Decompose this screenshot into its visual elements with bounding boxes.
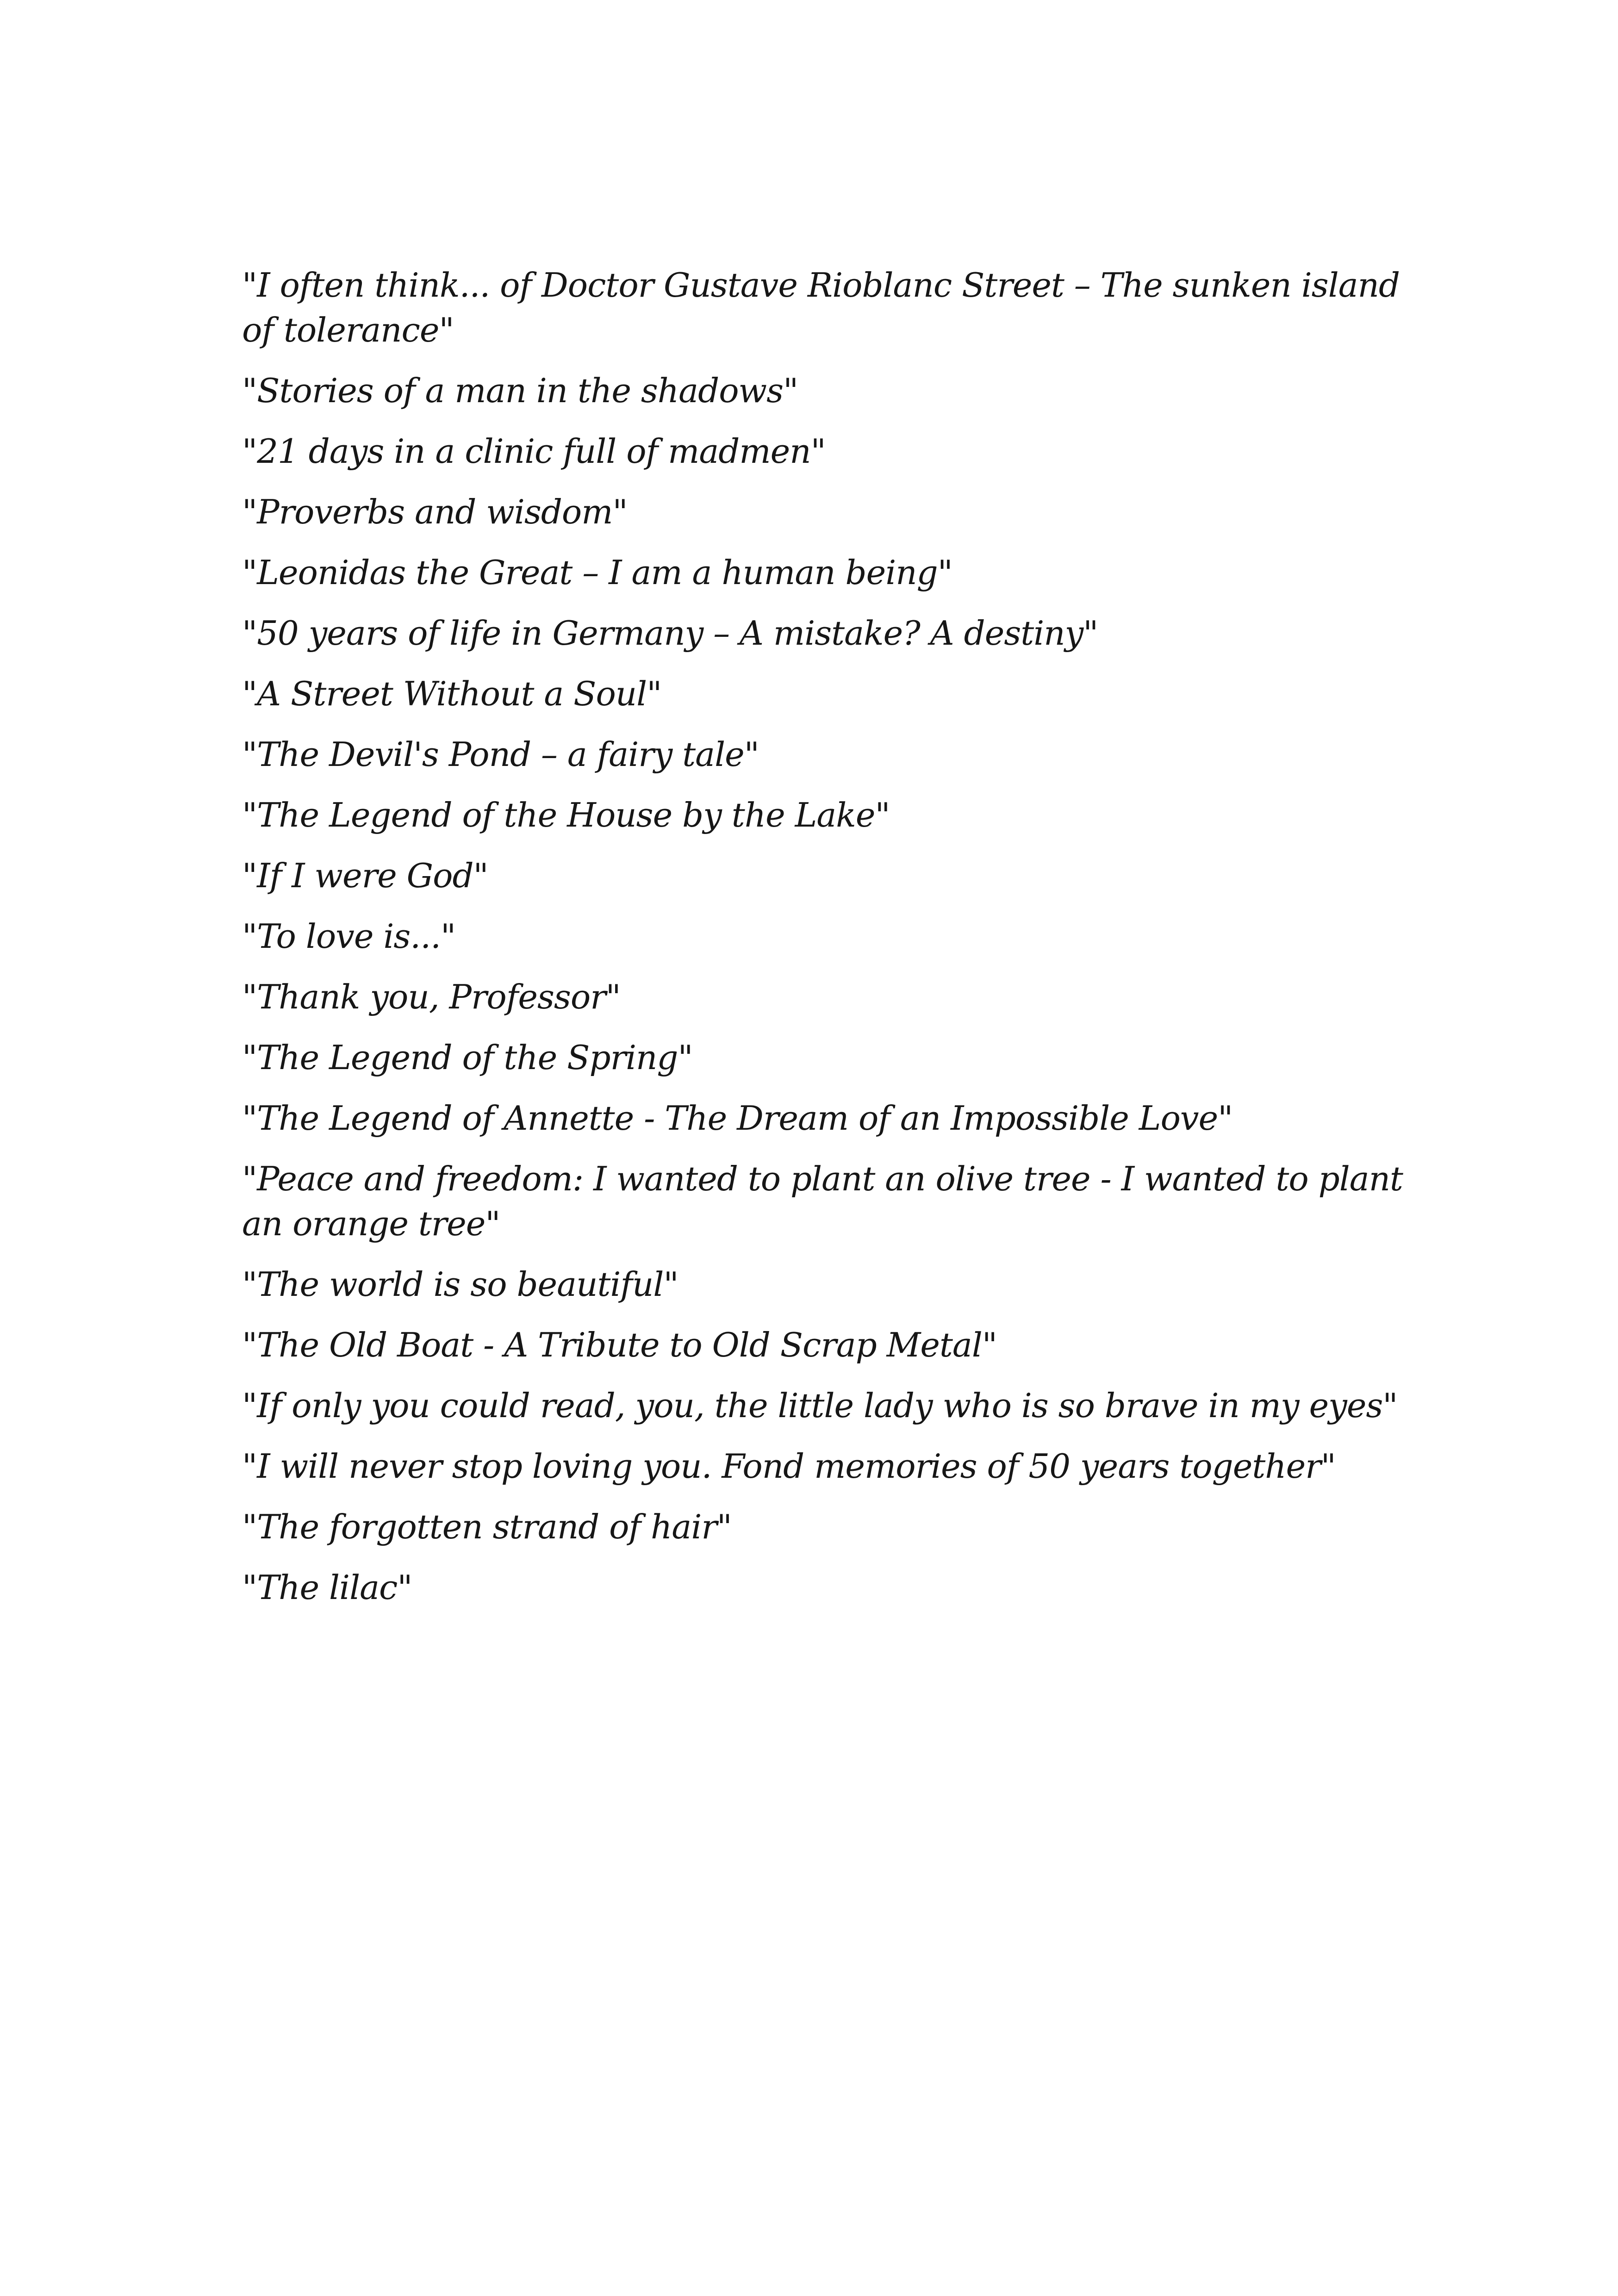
- list-item: "The Legend of the House by the Lake": [242, 796, 890, 834]
- list-item: "A Street Without a Soul": [242, 674, 662, 713]
- list-item: "Peace and freedom: I wanted to plant an olive tree - I wanted to plant an orange tree": [242, 1159, 1403, 1243]
- list-item: "The Legend of Annette - The Dream of an Impossible Love": [242, 1099, 1233, 1138]
- list-item: "Stories of a man in the shadows": [242, 371, 798, 410]
- list-item: "21 days in a clinic full of madmen": [242, 432, 826, 471]
- list-item: "Proverbs and wisdom": [242, 492, 628, 531]
- list-item: "To love is...": [242, 917, 456, 956]
- list-item: "If only you could read, you, the little lady who is so brave in my eyes": [242, 1386, 1398, 1425]
- list-item: "The world is so beautiful": [242, 1265, 678, 1304]
- list-item: "Leonidas the Great – I am a human being": [242, 553, 952, 592]
- list-item: "If I were God": [242, 856, 488, 895]
- list-item: "The lilac": [242, 1568, 412, 1607]
- list-item: "The Legend of the Spring": [242, 1038, 693, 1077]
- title-list: [242, 263, 1408, 1626]
- list-item: "The Old Boat - A Tribute to Old Scrap Metal": [242, 1325, 997, 1364]
- list-item: "I will never stop loving you. Fond memories of 50 years together": [242, 1447, 1336, 1486]
- list-item: "I often think... of Doctor Gustave Rioblanc Street – The sunken island of tolerance": [242, 266, 1400, 349]
- list-item: "50 years of life in Germany – A mistake? A destiny": [242, 614, 1098, 653]
- list-item: "The Devil's Pond – a fairy tale": [242, 735, 759, 774]
- list-item: "Thank you, Professor": [242, 977, 621, 1016]
- list-item: "The forgotten strand of hair": [242, 1507, 732, 1546]
